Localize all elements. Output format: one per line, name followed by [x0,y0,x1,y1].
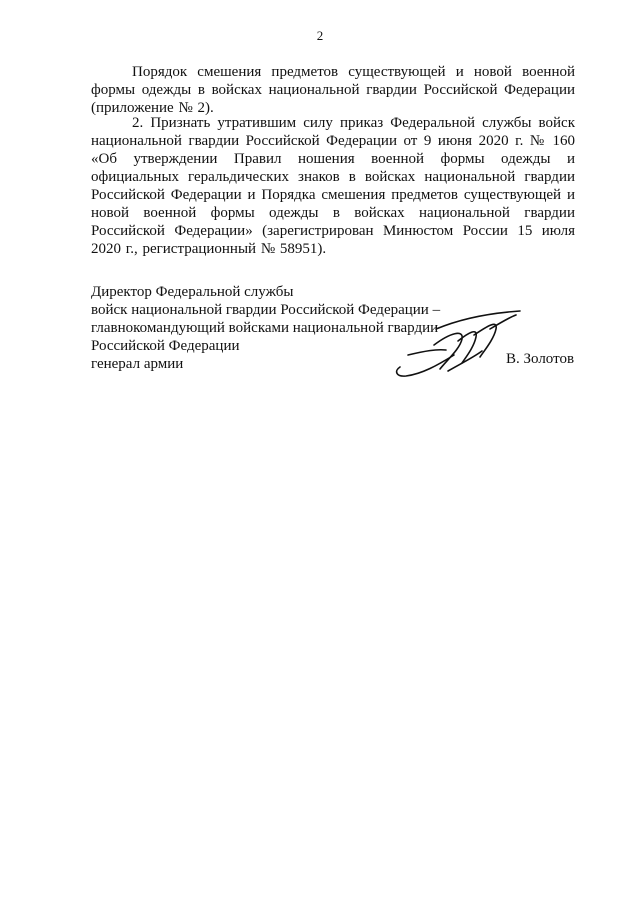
handwritten-signature [370,305,530,385]
signatory-title-line: Российской Федерации [91,338,240,354]
page-number: 2 [316,28,324,43]
signatory-name: В. Золотов [506,351,575,367]
signatory-rank: генерал армии [91,356,184,372]
signatory-title-line: главнокомандующий войсками национальной гвардии [91,320,439,336]
paragraph-appendix-2: Порядок смешения предметов существующей и новой военной формы одежды в войсках национальной гвардии Российской Федерации (приложение № 2). [91,64,575,116]
signatory-title-line: Директор Федеральной службы [91,284,294,300]
signatory-title-line: войск национальной гвардии Российской Федерации – [91,302,441,318]
paragraph-repeal-order: 2. Признать утратившим силу приказ Федеральной службы войск национальной гвардии Российской Федерации от 9 июня 2020 г. № 160 «Об утверждении Правил ношения военной формы одежды и официальных геральдических знаков в войсках национальной гвардии Российской Федерации и Порядка смешения предметов существующей и новой военной формы одежды в войсках национальной гвардии Российской Федерации» (зарегистрирован Минюстом России 15 июля 2020 г., регистрационный № 58951). [91,115,575,257]
